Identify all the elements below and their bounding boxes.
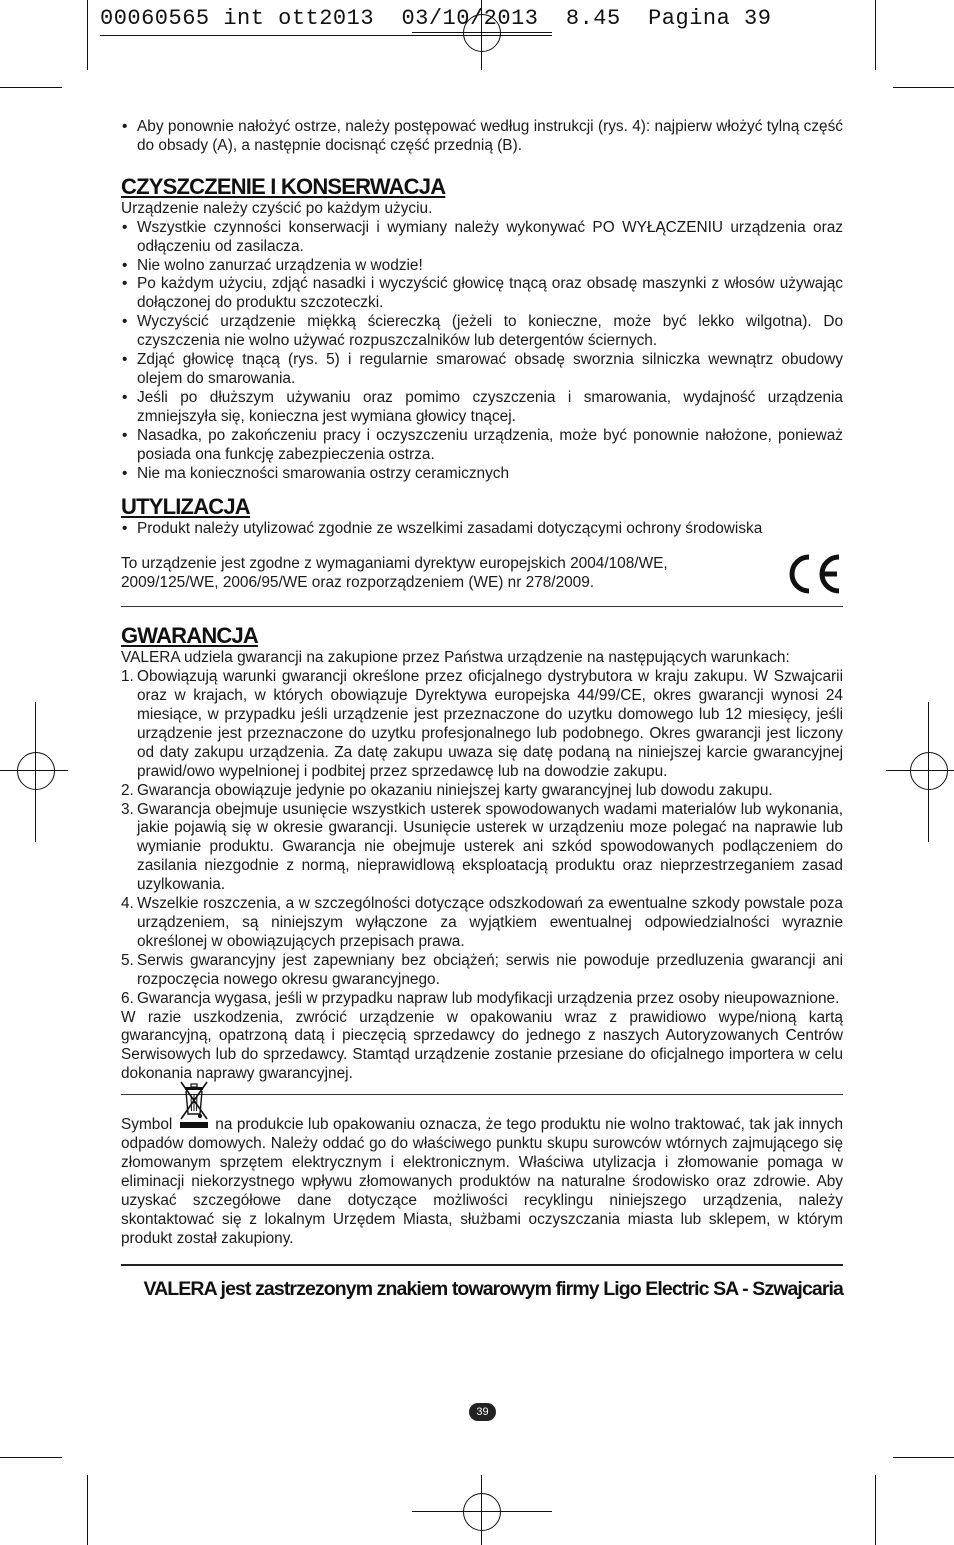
crossed-bin-icon [177,1111,211,1129]
list-item: • Po każdym użyciu, zdjąć nasadki i wyczyścić głowicę tnącą oraz obsadę maszynki z włosów używając dołączonej do produktu szczoteczki. [121,275,843,313]
print-slug-rule [100,35,552,36]
list-item: 5. Serwis gwarancyjny jest zapewniany bez obciążeń; serwis nie powoduje przedluzenia gwarancji ani rozpoczęcia nowego okresu gwarancyjnego. [121,951,843,988]
crop-mark [0,87,62,88]
compliance-row [121,552,843,596]
list-item: • Aby ponownie nałożyć ostrze, należy postępować według instrukcji (rys. 4): najpierw włożyć tylną część do obsady (A), a następnie docisnąć część przednią (B). [121,118,843,156]
weee-text: na produkcie lub opakowaniu oznacza, że tego produktu nie wolno traktować, tak jak innych odpadów domowych. Należy oddać go do właściwego punktu skupu surowców wtórnych zajmującego się złomowanym sprzętem elektrycznym i elektronicznym. Właściwa utylizacja i złomowanie pomaga w eliminacji niekorzystnego wpływu złomowanych produktów na naturalne środowisko oraz zdrowie. Aby uzyskać szczegółowe dane dotyczące możliwości recyklingu niniejszego urządzenia, należy skontaktować się z lokalnym Urzędem Miasta, służbami oczyszczania miasta lub sklepem, w którym produkt został zakupiony. [121,1116,844,1247]
footer-divider [121,1264,843,1266]
print-slug-header: 00060565 int ott2013 03/10/2013 8.45 Pagina 39 [100,6,772,31]
crop-mark [893,87,954,88]
list-item: 2. Gwarancja obowiązuje jedynie po okazaniu niniejszej karty gwarancyjnej lub dowodu zakupu. [121,781,773,799]
list-item: 4. Wszelkie roszczenia, a w szczególności dotyczące odszkodowań za ewentualne szkody powstale poza urządzeniem, są niniejszym wyłączone za wyjątkiem ewentualnej odpowiedzialności wyraznie określonej w obowiązujących przepisach prawa. [121,895,843,950]
section-divider [121,1094,843,1095]
crop-mark [87,1475,88,1545]
weee-symbol-word: Symbol [121,1116,173,1134]
crop-mark [875,0,876,70]
list-item: • Nasadka, po zakończeniu pracy i oczyszczeniu urządzenia, może być ponownie nałożone, ponieważ posiada ona funkcję zabezpieczenia ostrza. [121,427,843,465]
compliance-text: To urządzenie jest zgodne z wymaganiami dyrektyw europejskich 2004/108/WE, 2009/125/WE, 2006/95/WE oraz rozporządzeniem (WE) nr 278/2009. [121,555,668,592]
weee-paragraph [121,1111,843,1248]
list-item: • Wyczyścić urządzenie miękką ściereczką (jeżeli to konieczne, może być lekko wilgotna). Do czyszczenia nie wolno używać rozpuszczalników lub detergentów ściernych. [121,313,843,351]
list-item: • Nie ma konieczności smarowania ostrzy ceramicznych [121,465,843,484]
list-item: • Jeśli po dłuższym używaniu oraz pomimo czyszczenia i smarowania, wydajność urządzenia zmniejszyła się, konieczna jest wymiana głowicy tnącej. [121,389,843,427]
list-item: • Wszystkie czynności konserwacji i wymiany należy wykonywać PO WYŁĄCZENIU urządzenia oraz odłączeniu od zasilacza. [121,219,843,257]
page-content [121,118,843,1298]
cleaning-list [121,219,843,484]
list-item: 1. Obowiązują warunki gwarancji określone przez oficjalnego dystrybutora w kraju zakupu. W Szwajcarii oraz w krajach, w których obowiązuje Dyrektywa europejska 44/99/CE, okres gwarancji wynosi 24 miesiące, w przypadku jeśli urządzenie jest przeznaczone do uzytku domowego lub 12 miesięcy, jeśli urządzenie jest przeznaczone do uzytku profesjonalnego lub podobnego. Okres gwarancji jest liczony od daty zakupu urządzenia. Za datę zakupu uwaza się datę podaną na niniejszej karcie gwarancyjnej prawid/owo wypelnionej i podbitej przez sprzedawcę lub na dowodzie zakupu. [121,668,843,780]
disposal-list [121,520,843,539]
crop-mark [875,1475,876,1545]
crop-mark [0,1457,62,1458]
list-item: • Zdjąć głowicę tnącą (rys. 5) i regularnie smarować obsadę sworznia silniczka wewnątrz obudowy olejem do smarowania. [121,351,843,389]
list-item: • Produkt należy utylizować zgodnie ze wszelkimi zasadami dotyczącymi ochrony środowiska [121,520,843,539]
page-number: 39 [469,1403,496,1421]
section-title-cleaning: CZYSZCZENIE I KONSERWACJA [121,173,446,199]
section-divider [121,606,843,607]
cleaning-lead: Urządzenie należy czyścić po każdym użyciu. [121,199,433,217]
list-item: 3. Gwarancja obejmuje usunięcie wszystkich usterek spowodowanych wadami materialów lub wykonania, jakie pojawią się w okresie gwarancji. Usunięcie usterek w urządzeniu moze polegać na naprawie lub wymianie produktu. Gwarancja nie obejmuje usterek ani szkód spowodowanych podlączeniem do zasilania niezgodnie z normą, nieprawidlową eksploatacją produktu oraz nieprzestrzeganiem zasad uzylkowania. [121,800,843,894]
crop-mark [87,0,88,70]
ce-mark-icon [783,552,843,596]
list-item: 6. Gwarancja wygasa, jeśli w przypadku napraw lub modyfikacji urządzenia przez osoby nieupowaznione. [121,989,840,1007]
list-item: • Nie wolno zanurzać urządzenia w wodzie! [121,257,843,276]
warranty-lead: VALERA udziela gwarancji na zakupione przez Państwa urządzenie na następujących warunkach: [121,649,790,667]
section-title-disposal: UTYLIZACJA [121,494,250,520]
warranty-closing: W razie uszkodzenia, zwrócić urządzenie w opakowaniu wraz z prawidiowo wype/nioną kartą gwarancyjną, opatrzoną datą i pieczęcią sprzedawcy do jednego z naszych Autoryzowanych Centrów Serwisowych lub do sprzedawcy. Stamtąd urządzenie zostanie przesiane do oficjalnego importera w celu dokonania naprawy gwarancyjnej. [121,1008,843,1083]
trademark-line: VALERA jest zastrzezonym znakiem towarowym firmy Ligo Electric SA - Szwajcaria [143,1277,843,1300]
crop-mark [893,1457,954,1458]
section-title-warranty: GWARANCJA [121,623,259,649]
warranty-list [121,668,843,1008]
intro-list [121,118,843,156]
